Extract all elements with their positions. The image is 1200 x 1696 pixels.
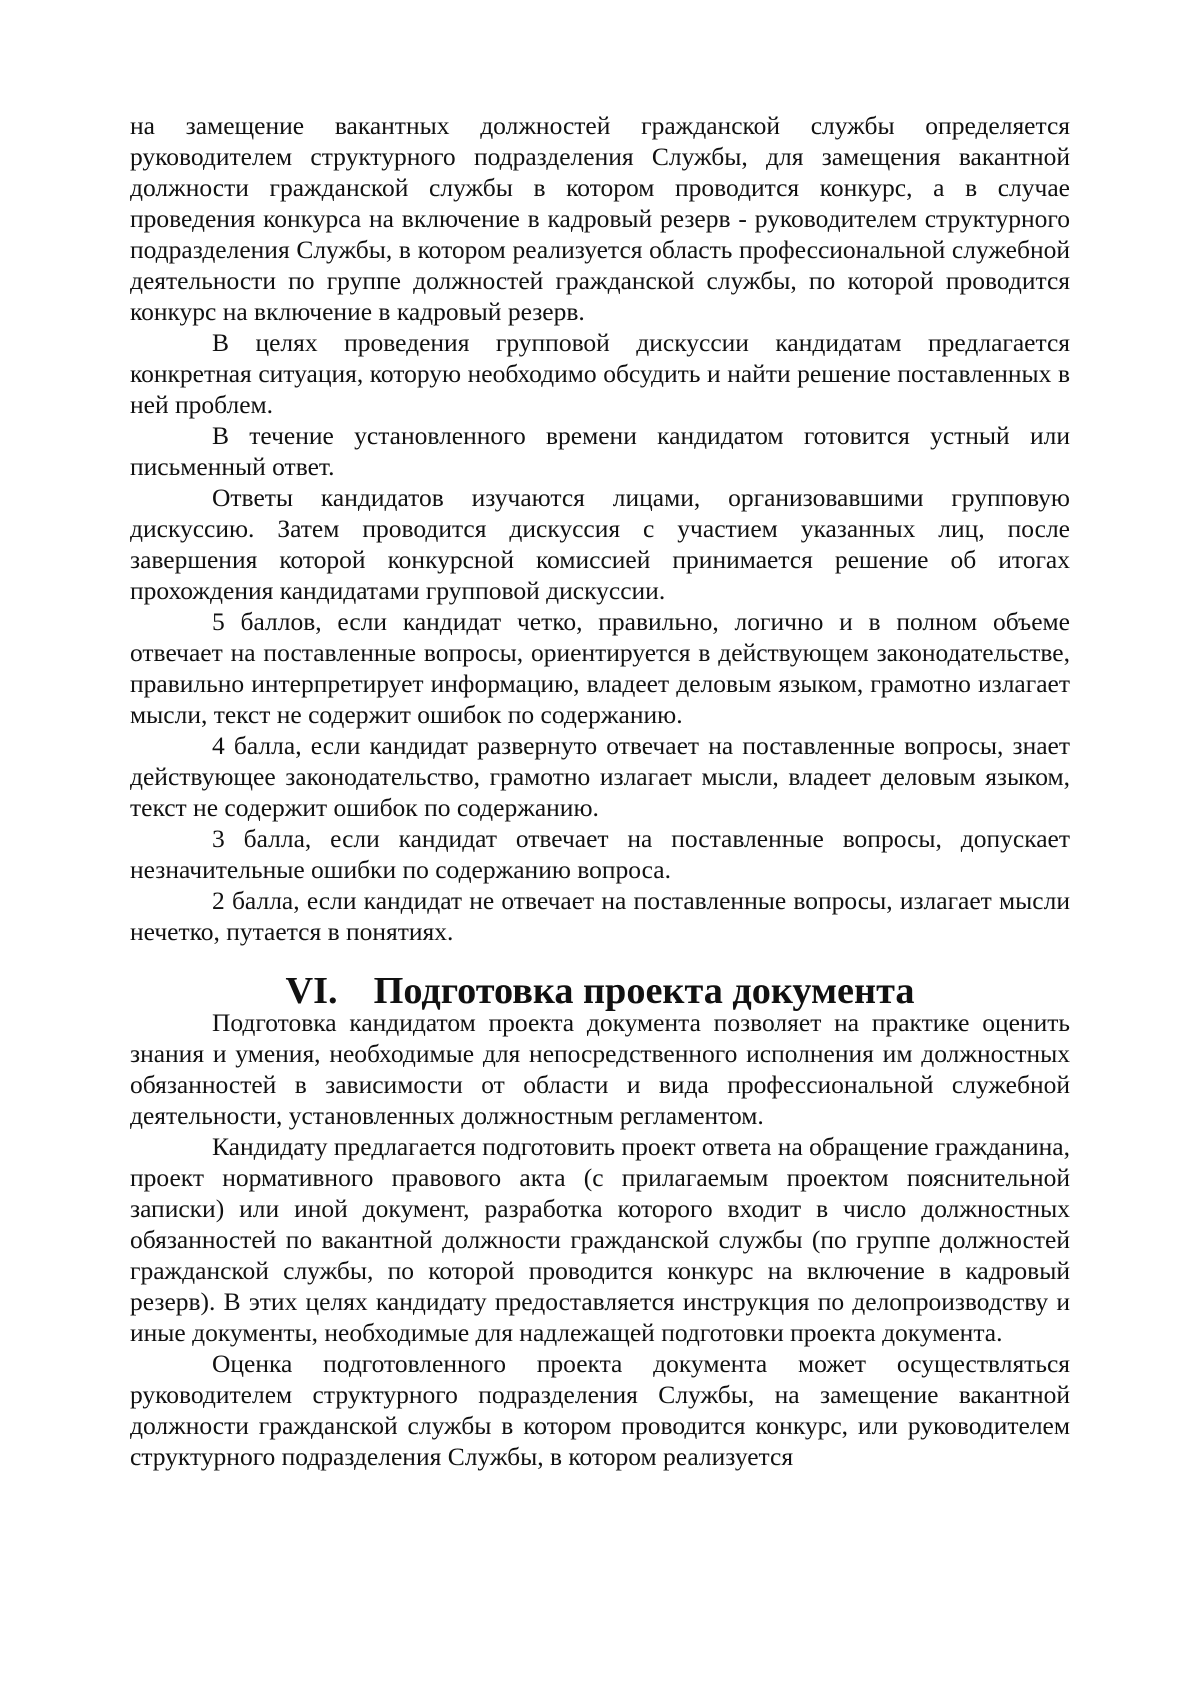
- paragraph-score-2: 2 балла, если кандидат не отвечает на поставленные вопросы, излагает мысли нечетко, путается в понятиях.: [130, 886, 1070, 946]
- paragraph-answer-time: В течение установленного времени кандидатом готовится устный или письменный ответ.: [130, 421, 1070, 481]
- paragraph-draft-purpose: Подготовка кандидатом проекта документа позволяет на практике оценить знания и умения, необходимые для непосредственного исполнения им должностных обязанностей в зависимости от области и вида профессиональной служебной деятельности, установленных должностным регламентом.: [130, 1008, 1070, 1130]
- section-number: VI.: [285, 970, 338, 1012]
- paragraph-continuation: на замещение вакантных должностей гражданской службы определяется руководителем структурного подразделения Службы, для замещения вакантной должности гражданской службы в котором проводится конкурс, а в случае проведения конкурса на включение в кадровый резерв - руководителем структурного подразделения Службы, в котором реализуется область профессиональной служебной деятельности по группе должностей гражданской службы, по которой проводится конкурс на включение в кадровый резерв.: [130, 111, 1070, 326]
- paragraph-score-4: 4 балла, если кандидат развернуто отвечает на поставленные вопросы, знает действующее законодательство, грамотно излагает мысли, владеет деловым языком, текст не содержит ошибок по содержанию.: [130, 731, 1070, 822]
- document-body: [130, 110, 1070, 1472]
- paragraph-draft-task: Кандидату предлагается подготовить проект ответа на обращение гражданина, проект нормативного правового акта (с прилагаемым проектом пояснительной записки) или иной документ, разработка которого входит в число должностных обязанностей по вакантной должности гражданской службы (по группе должностей гражданской службы, по которой проводится конкурс на включение в кадровый резерв). В этих целях кандидату предоставляется инструкция по делопроизводству и иные документы, необходимые для надлежащей подготовки проекта документа.: [130, 1132, 1070, 1347]
- paragraph-score-5: 5 баллов, если кандидат четко, правильно, логично и в полном объеме отвечает на поставленные вопросы, ориентируется в действующем законодательстве, правильно интерпретирует информацию, владеет деловым языком, грамотно излагает мысли, текст не содержит ошибок по содержанию.: [130, 607, 1070, 729]
- paragraph-answers-review: Ответы кандидатов изучаются лицами, организовавшими групповую дискуссию. Затем проводится дискуссия с участием указанных лиц, после завершения которой конкурсной комиссией принимается решение об итогах прохождения кандидатами групповой дискуссии.: [130, 483, 1070, 605]
- paragraph-draft-evaluation: Оценка подготовленного проекта документа может осуществляться руководителем структурного подразделения Службы, на замещение вакантной должности гражданской службы в котором проводится конкурс, или руководителем структурного подразделения Службы, в котором реализуется: [130, 1349, 1070, 1471]
- section-heading: [130, 970, 1070, 1012]
- paragraph-group-discussion-situation: В целях проведения групповой дискуссии кандидатам предлагается конкретная ситуация, которую необходимо обсудить и найти решение поставленных в ней проблем.: [130, 328, 1070, 419]
- section-title: Подготовка проекта документа: [373, 970, 915, 1012]
- paragraph-score-3: 3 балла, если кандидат отвечает на поставленные вопросы, допускает незначительные ошибки по содержанию вопроса.: [130, 824, 1070, 884]
